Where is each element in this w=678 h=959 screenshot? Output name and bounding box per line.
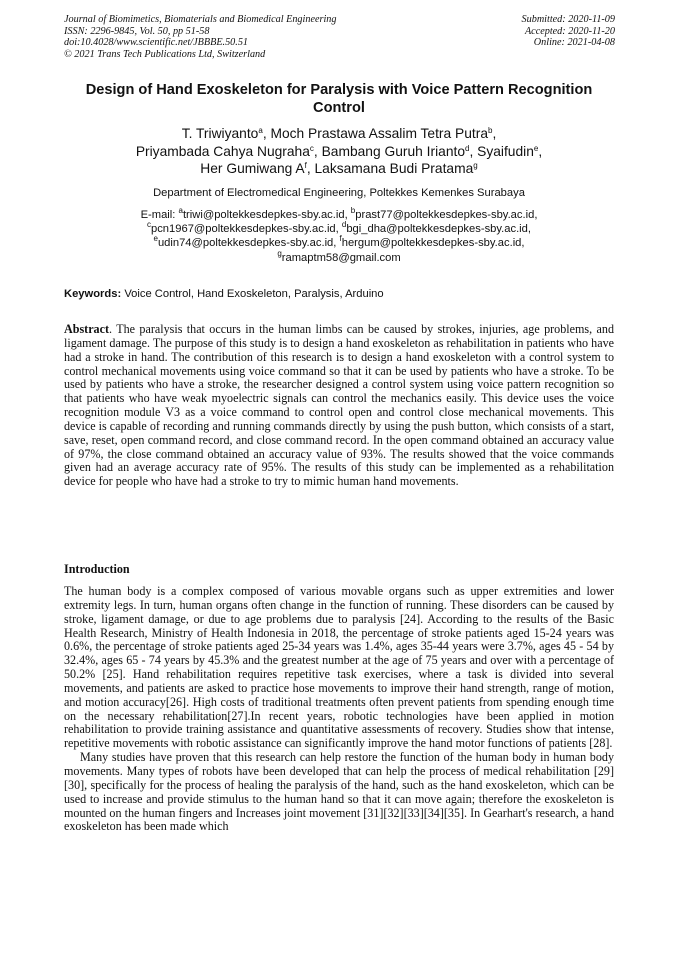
email-mark: a (178, 206, 183, 215)
author-name: Her Gumiwang A (200, 161, 305, 176)
author-affil-mark: e (533, 143, 539, 153)
journal-name: Journal of Biomimetics, Biomaterials and Biomedical Engineering (64, 14, 337, 25)
email-mark: f (339, 234, 342, 244)
journal-doi: doi:10.4028/www.scientific.net/JBBBE.50.51 (64, 37, 249, 48)
journal-issn: ISSN: 2296-9845, Vol. 50, pp 51-58 (64, 25, 210, 37)
email-mark: d (341, 220, 347, 230)
author-name: Priyambada Cahya Nugraha (135, 143, 310, 159)
email-link[interactable]: hergum@poltekkesdepkes-sby.ac.id (341, 237, 522, 250)
submission-dates (522, 14, 615, 49)
author-affil-mark: g (473, 161, 478, 170)
email-label: E-mail: (140, 209, 176, 221)
abstract-label: Abstract (64, 322, 110, 336)
paragraph: The human body is a complex composed of various movable organs such as upper extremities and lower extremity legs. In turn, human organs often change in the function of running. These disorders can be caused by stroke, ligament damage, or due to age problems due to paralysis [24]. According to the results of the Basic Health Research, Ministry of Health Indonesia in 2018, the percentage of stroke patients aged 15-24 years was 0.6%, the percentage of stroke patients aged 25-34 years was 1.4%, ages 35-44 years were 3.7%, ages 45 - 54 by 32.4%, ages 65 - 74 years by 45.3% and the greatest number at the age of 75 years and over with a percentage of 50.2% [25]. Hand rehabilitation requires repetitive task exercises, where a task is divided into several movements, and patients are asked to practice hose movements to improve their hand strength, range of motion, and motion accuracy[26]. High costs of traditional treatments often prevent patients from spending enough time on the necessary rehabilitation[27].In recent years, robotic technologies have been applied in motion rehabilitation to provide training assistance and quantitative assessments of recovery. Studies show that intense, repetitive movements with robotic assistance can significantly improve the hand motor functions of patients [28]. (64, 584, 614, 751)
author-name: Bambang Guruh Irianto (321, 143, 465, 159)
journal-header (64, 14, 336, 60)
email-link[interactable]: triwi@poltekkesdepkes-sby.ac.id (182, 209, 345, 221)
author-affil-mark: b (488, 126, 493, 135)
author-affil-mark: d (465, 143, 470, 153)
introduction-heading: Introduction (64, 562, 130, 576)
abstract-text: . The paralysis that occurs in the human limbs can be caused by strokes, injuries, age problems, and ligament damage. The purpose of this study is to design a hand exoskeleton as rehabilitation in patients who have had a stroke in hand. The contribution of this research is to design a hand exoskeleton with a control system to control mechanical movements using voice command so that it can be used by patients who have a stroke. To be used by patients who have a stroke, the researcher designed a control system using voice pattern recognition so that patients who have weak myoelectric signals can control the mechanics easily. This device uses the voice recognition module V3 as a voice command to control open and control close mechanical movements. This device is capable of recording and running commands directly by using the push button, which consists of a start, save, reset, open command record, and close command record. In the open command obtained an accuracy value of 97%, the close command obtained an accuracy value of 93%. The results showed that the voice commands given had an average accuracy rate of 95%. The results of this study can be implemented as a rehabilitation device for people who have had a stroke to try to mimic human hand movements. (64, 322, 614, 489)
email-link[interactable]: bgi_dha@poltekkesdepkes-sby.ac.id (346, 223, 528, 236)
email-link[interactable]: udin74@poltekkesdepkes-sby.ac.id (157, 237, 334, 250)
paper-title: Design of Hand Exoskeleton for Paralysis with Voice Pattern Recognition Control (85, 82, 593, 116)
affiliation: Department of Electromedical Engineering, Poltekkes Kemenkes Surabaya (153, 187, 525, 199)
author-list: T. Triwiyanto$^a$, Moch Prastawa Assalim Tetra Putra$^b$, Priyambada Cahya Nugraha$^c$, Bambang Guruh Irianto$^d$, Syaifudin$^e$, Her Gumiwang $A^f$, Laksamana Budi Pratama$^g$ (135, 126, 543, 176)
author-affil-mark: c (309, 143, 314, 153)
accepted-date: Accepted: 2020-11-20 (524, 25, 615, 37)
online-date: Online: 2021-04-08 (533, 37, 615, 48)
author-affil-mark: a (258, 126, 263, 135)
author-name: Moch Prastawa Assalim Tetra Putra (270, 126, 489, 141)
keywords-label: Keywords: (64, 288, 122, 300)
author-name: T. Triwiyanto (181, 126, 259, 141)
email-link[interactable]: prast77@poltekkesdepkes-sby.ac.id (355, 209, 535, 221)
keywords-text: Voice Control, Hand Exoskeleton, Paralysis, Arduino (124, 288, 384, 300)
email-mark: b (350, 206, 356, 215)
submitted-date: Submitted: 2020-11-09 (521, 14, 615, 25)
keywords (64, 287, 384, 301)
email-mark: e (153, 234, 158, 244)
email-list: E-mail: $^a$triwi@poltekkesdepkes-sby.ac.id, $^b$prast77@poltekkesdepkes-sby.ac.id, $^c$pcn1967@poltekkesdepkes-sby.ac.id, $^d$bgi_dha@poltekkesdepkes-sby.ac.id, $^e$udin74@poltekkesdepkes-sby.ac.id, $^f$hergum@poltekkesdepkes-sby.ac.id, $^g$ramaptm58@gmail.com (140, 206, 538, 264)
email-mark: c (146, 220, 151, 230)
author-name: Syaifudin (477, 143, 534, 159)
email-link[interactable]: pcn1967@poltekkesdepkes-sby.ac.id (150, 223, 336, 236)
abstract (64, 323, 614, 489)
author-affil-mark: f (304, 161, 307, 170)
journal-copyright: © 2021 Trans Tech Publications Ltd, Switzerland (64, 48, 266, 60)
author-name: Laksamana Budi Pratama (314, 161, 474, 176)
introduction-body (64, 585, 614, 834)
paragraph: Many studies have proven that this research can help restore the function of the human body in human body movements. Many types of robots have been developed that can help the process of medical rehabilitation [29] [30], specifically for the process of healing the paralysis of the hand, such as the hand exoskeleton, which can be used to increase and provide stimulus to the human hand so that it can move again; therefore the exoskeleton is mounted on the human fingers and Increases joint movement [31][32][33][34][35]. In Gearhart's research, a hand exoskeleton has been made which (64, 750, 614, 834)
email-link[interactable]: ramaptm58@gmail.com (281, 251, 401, 264)
email-mark: g (277, 248, 282, 258)
